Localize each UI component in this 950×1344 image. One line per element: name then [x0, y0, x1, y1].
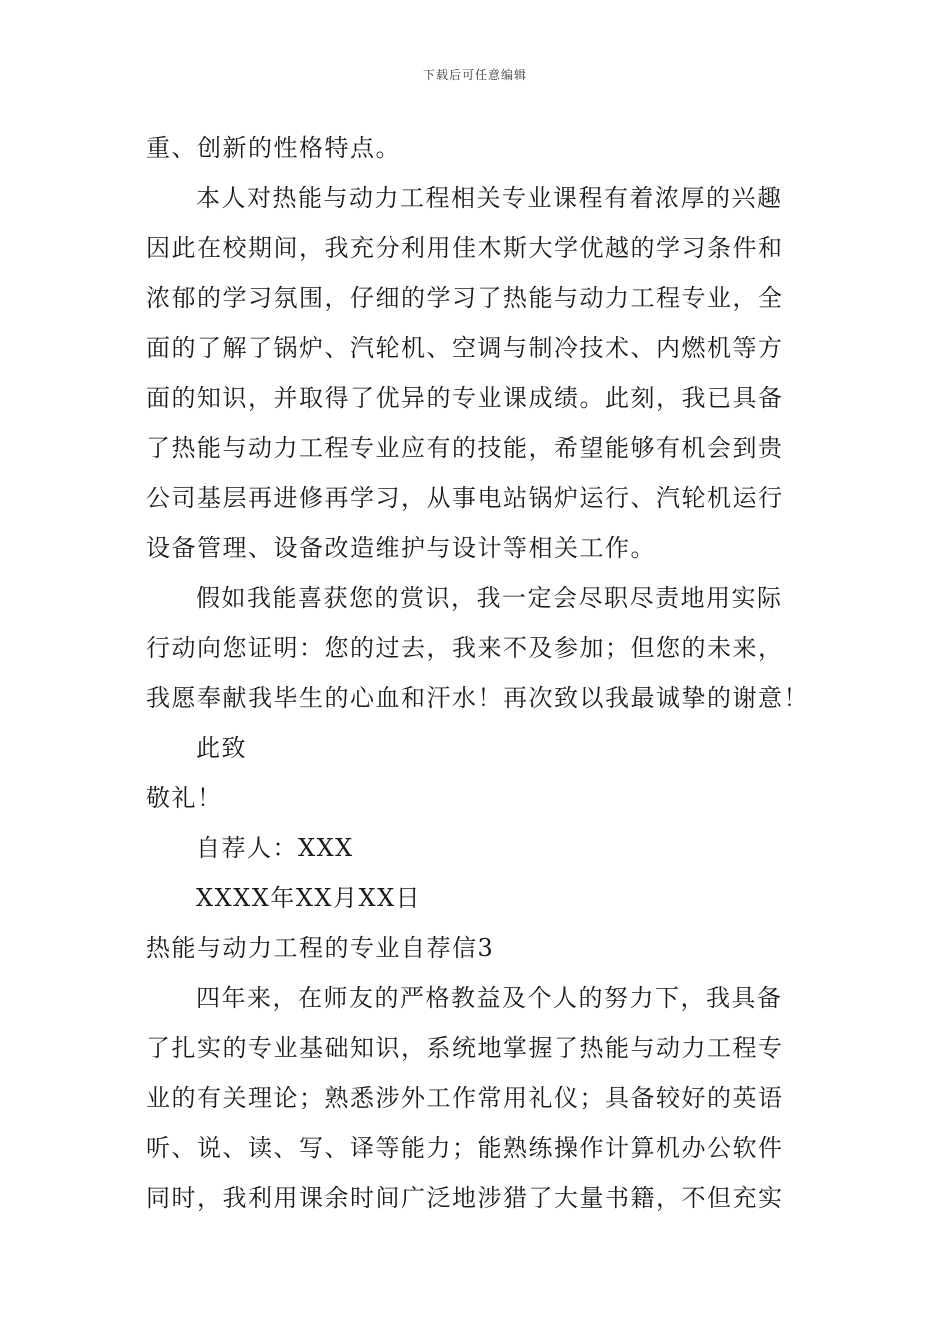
body-line: 浓郁的学习氛围，仔细的学习了热能与动力工程专业，全: [146, 284, 784, 312]
body-line: 因此在校期间，我充分利用佳木斯大学优越的学习条件和: [146, 234, 784, 262]
page-header: 下载后可任意编辑: [422, 68, 527, 82]
date-line: XXXX年XX月XX日: [196, 884, 422, 912]
closing-salutation: 此致: [196, 734, 247, 762]
body-line: 行动向您证明：您的过去，我来不及参加；但您的未来，: [146, 634, 784, 662]
body-line: 了热能与动力工程专业应有的技能，希望能够有机会到贵: [146, 434, 784, 462]
paragraph-first-line: 四年来，在师友的严格教益及个人的努力下，我具备: [196, 984, 783, 1012]
body-line: 同时，我利用课余时间广泛地涉猎了大量书籍，不但充实: [146, 1184, 784, 1212]
body-line: 听、说、读、写、译等能力；能熟练操作计算机办公软件: [146, 1134, 784, 1162]
closing-regards: 敬礼！: [146, 784, 223, 812]
section-title: 热能与动力工程的专业自荐信3: [146, 934, 495, 962]
body-line: 重、创新的性格特点。: [146, 134, 401, 162]
paragraph-first-line: 假如我能喜获您的赏识，我一定会尽职尽责地用实际: [196, 584, 783, 612]
body-line: 设备管理、设备改造维护与设计等相关工作。: [146, 534, 656, 562]
signature-line: 自荐人：XXX: [196, 834, 354, 862]
body-line: 了扎实的专业基础知识，系统地掌握了热能与动力工程专: [146, 1034, 784, 1062]
paragraph-first-line: 本人对热能与动力工程相关专业课程有着浓厚的兴趣: [196, 184, 783, 212]
body-line: 公司基层再进修再学习，从事电站锅炉运行、汽轮机运行: [146, 484, 784, 512]
body-line: 业的有关理论；熟悉涉外工作常用礼仪；具备较好的英语: [146, 1084, 784, 1112]
body-line: 面的知识，并取得了优异的专业课成绩。此刻，我已具备: [146, 384, 784, 412]
body-line: 面的了解了锅炉、汽轮机、空调与制冷技术、内燃机等方: [146, 334, 784, 362]
body-line: 我愿奉献我毕生的心血和汗水！再次致以我最诚挚的谢意！: [146, 684, 809, 712]
